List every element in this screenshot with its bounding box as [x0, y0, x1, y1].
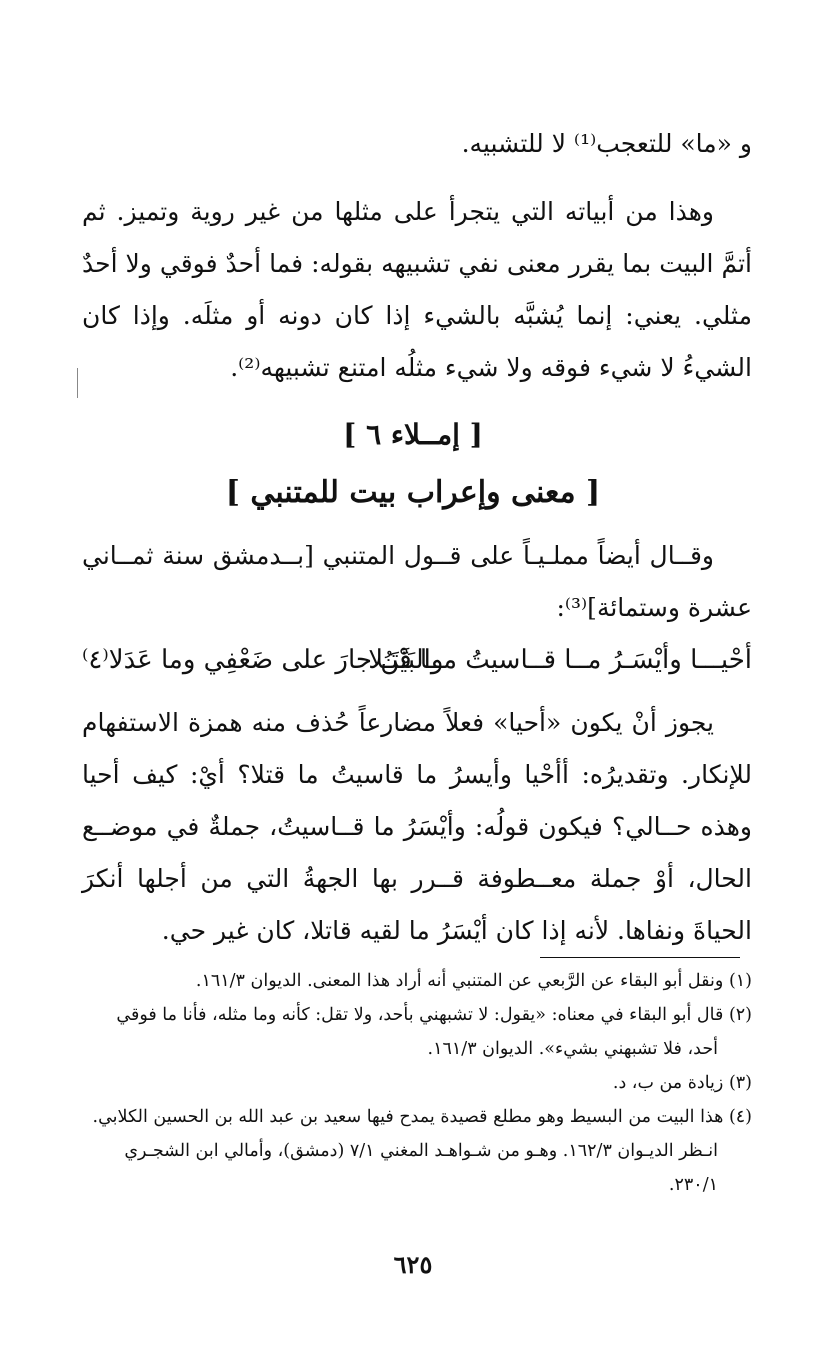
footnote-2 — [82, 998, 752, 1032]
footnote-4-continued: انـظر الديـوان ١٦٢/٣. وهـو من شـواهـد المغني ٧/١ (دمشق)، وأمالي ابن الشجـري ٢٣٠/١. — [124, 1141, 718, 1195]
footnote-number: (٤) — [728, 1107, 752, 1127]
page-number: ٦٢٥ — [393, 1250, 433, 1279]
footnote-text: هذا البيت من البسيط وهو مطلع قصيدة يمدح فيها سعيد بن عبد الله بن الحسين الكلابي. — [92, 1107, 724, 1127]
footnotes — [82, 964, 752, 1202]
footnote-4 — [82, 1100, 752, 1134]
poem-verse — [82, 645, 752, 685]
opening-paragraph: وهذا من أبياته التي يتجرأ على مثلها من غير روية وتميز. ثم أتمَّ البيت بما يقرر معنى نفي تشبيهه بقوله: فما أحدٌ فوقي ولا أحدٌ مثلي. يعني: إنما يُشبَّه بالشيء إذا كان دونه أو مثلَه. وإذا كان الشيءُ لا شيء فوقه ولا شيء مثلُه امتنع تشبيهه⁽²⁾. — [82, 197, 752, 382]
imla-label: [ إمــلاء ٦ ] — [343, 418, 483, 451]
footnote-1 — [82, 964, 752, 998]
footnote-text: قال أبو البقاء في معناه: «يقول: لا تشبهني بأحد، ولا تقل: كأنه وما مثله، فأنا ما فوقي — [116, 1005, 724, 1025]
intro-text — [82, 530, 752, 634]
verse-second-hemistich: والبَيْنُ جارَ على ضَعْفِي وما عَدَلا⁽٤⁾ — [82, 645, 444, 675]
verse-first-hemistich: أحْيـــا وأيْسَـرُ مــا قــاسيتُ مــا قَتَـلا — [368, 645, 752, 675]
analysis-text — [82, 697, 752, 957]
footnote-text: زيادة من ب، د. — [612, 1073, 724, 1093]
analysis-paragraph: يجوز أنْ يكون «أحيا» فعلاً مضارعاً حُذف منه همزة الاستفهام للإنكار. وتقديرُه: أأحْيا وأيسرُ ما قاسيتُ ما قتلا؟ أيْ: كيف أحيا وهذه حــالي؟ فيكون قولُه: وأيْسَرُ ما قــاسيتُ، جملةٌ في موضــع الحال، أوْ جملة معــطوفة قــرر بها الجهةُ التي من أجلها أنكرَ الحياةَ ونفاها. لأنه إذا كان أيْسَرُ ما لقيه قاتلا، كان غير حي. — [82, 708, 752, 945]
footnote-text: ونقل أبو البقاء عن الرَّبعي عن المتنبي أنه أراد هذا المعنى. الديوان ١٦١/٣. — [195, 971, 724, 991]
section-title: [ معنى وإعراب بيت للمتنبي ] — [225, 475, 601, 510]
opening-line: و «ما» للتعجب⁽¹⁾ لا للتشبيه. — [461, 129, 752, 158]
footnote-separator — [540, 957, 740, 958]
footnote-number: (٢) — [728, 1005, 752, 1025]
margin-mark — [77, 368, 78, 398]
footnote-3 — [82, 1066, 752, 1100]
footnote-2-continued: أحد، فلا تشبهني بشيء». الديوان ١٦١/٣. — [427, 1039, 718, 1059]
intro-paragraph: وقــال أيضاً مملـيـاً على قــول المتنبي [بــدمشق سنة ثمــاني عشرة وستمائة]⁽³⁾: — [82, 541, 752, 622]
footnote-number: (٣) — [728, 1073, 752, 1093]
opening-text — [82, 118, 752, 394]
footnote-number: (١) — [728, 971, 752, 991]
